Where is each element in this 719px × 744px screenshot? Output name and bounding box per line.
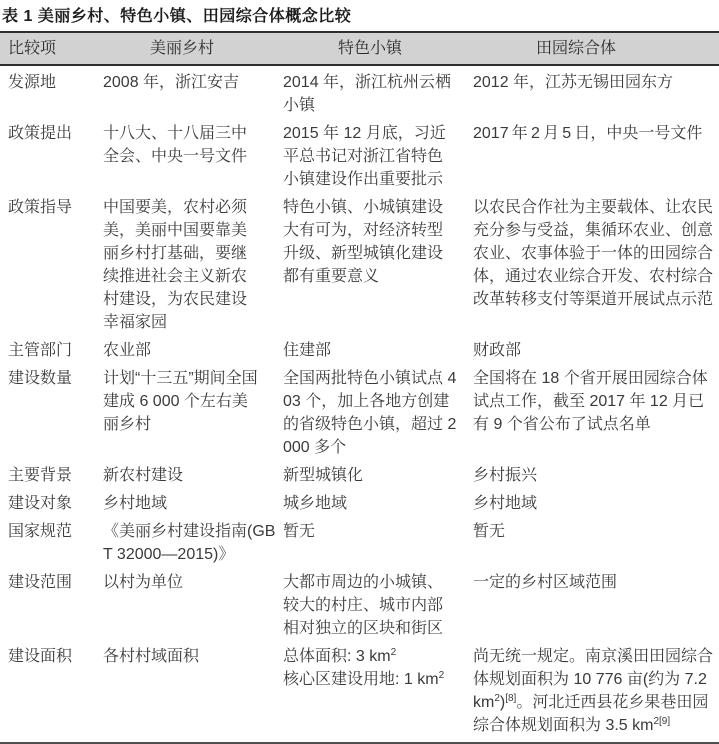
table-row-policy-guidance — [0, 196, 719, 339]
table-cell: 全国将在 18 个省开展田园综合体试点工作，截至 2017 年 12 月已有 9 个省公布了试点名单 — [473, 370, 708, 433]
table-cell: 新型城镇化 — [283, 467, 364, 484]
table-cell: 十八大、十八届三中全会、中央一号文件 — [103, 125, 248, 165]
table-cell: 以村为单位 — [103, 574, 184, 591]
area-text: 尚无统一规定。南京溪田田园综合体规划面积为 10 776 亩(约为 7.2 km — [473, 648, 714, 711]
row-label: 政策提出 — [8, 125, 73, 142]
row-label: 政策指导 — [8, 199, 73, 216]
table-cell: 暂无 — [283, 523, 316, 540]
row-label: 主要背景 — [8, 467, 73, 484]
row-label: 建设数量 — [8, 370, 73, 387]
table-row-policy-proposal — [0, 122, 719, 196]
superscript-exponent: 2 — [438, 670, 445, 681]
row-label: 建设范围 — [8, 574, 73, 591]
table-row-main-background — [0, 464, 719, 492]
table-body — [0, 65, 719, 743]
table-cell: 中国要美，农村必须美，美丽中国要靠美丽乡村打基础，要继续推进社会主义新农村建设，为农民建设幸福家园 — [103, 199, 248, 331]
table-cell-area-town — [283, 645, 473, 743]
row-label: 建设对象 — [8, 495, 73, 512]
area-text: 。河北迁西县花乡果巷田园综合体规划面积为 3.5 km — [473, 694, 709, 734]
row-label: 发源地 — [8, 74, 57, 91]
header-row — [0, 32, 719, 65]
table-row-construction-quantity — [0, 367, 719, 464]
table-cell: 《美丽乡村建设指南(GBT 32000—2015)》 — [103, 523, 276, 563]
table-header — [0, 32, 719, 65]
table-cell: 财政部 — [473, 342, 522, 359]
row-label: 建设面积 — [8, 648, 73, 665]
table-cell: 2014 年，浙江杭州云栖小镇 — [283, 74, 452, 114]
table-cell: 暂无 — [473, 523, 506, 540]
table-cell: 住建部 — [283, 342, 332, 359]
table-cell: 全国两批特色小镇试点 403 个，加上各地方创建的省级特色小镇，超过 2 000 多个 — [283, 370, 457, 456]
table-row-construction-area — [0, 645, 719, 743]
table-cell: 各村村域面积 — [103, 648, 200, 665]
table-row-origin — [0, 65, 719, 122]
table-cell: 城乡地域 — [283, 495, 348, 512]
table-cell: 2008 年，浙江安吉 — [103, 74, 240, 91]
table-row-competent-department — [0, 339, 719, 367]
table-row-national-standard — [0, 520, 719, 571]
comparison-table — [0, 31, 719, 744]
table-cell-area-complex — [473, 645, 719, 743]
table-cell: 大都市周边的小城镇、较大的村庄、城市内部相对独立的区块和街区 — [283, 574, 444, 637]
table-row-construction-object — [0, 492, 719, 520]
table-cell: 2017 年 2 月 5 日，中央一号文件 — [473, 125, 703, 142]
area-line-core — [283, 668, 457, 691]
table-cell: 2015 年 12 月底，习近平总书记对浙江省特色小镇建设作出重要批示 — [283, 125, 446, 188]
area-text: ) — [499, 694, 506, 711]
table-cell: 计划“十三五”期间全国建成 6 000 个左右美丽乡村 — [103, 370, 258, 433]
column-header-pastoral-complex: 田园综合体 — [473, 32, 719, 65]
table-row-construction-scope — [0, 571, 719, 645]
column-header-beautiful-village: 美丽乡村 — [103, 32, 283, 65]
table-cell: 2012 年，江苏无锡田园东方 — [473, 74, 674, 91]
superscript-citation: [8] — [505, 693, 517, 704]
superscript-exponent: 2 — [494, 693, 500, 704]
table-cell: 农业部 — [103, 342, 152, 359]
table-cell: 以农民合作社为主要载体、让农民充分参与受益，集循环农业、创意农业、农事体验于一体的田园综合体，通过农业综合开发、农村综合改革转移支付等渠道开展试点示范 — [473, 199, 714, 308]
superscript-exponent: 2 — [390, 647, 397, 658]
area-text: 核心区建设用地: 1 km — [283, 671, 439, 688]
table-cell: 一定的乡村区域范围 — [473, 574, 618, 591]
table-cell: 新农村建设 — [103, 467, 184, 484]
area-line-total — [283, 645, 457, 668]
table-cell: 特色小镇、小城镇建设大有可为，对经济转型升级、新型城镇化建设都有重要意义 — [283, 199, 444, 285]
superscript-exponent-citation: 2[9] — [653, 716, 671, 727]
table-cell: 乡村地域 — [103, 495, 168, 512]
row-label: 国家规范 — [8, 523, 73, 540]
table-cell: 乡村地域 — [473, 495, 538, 512]
area-text: 总体面积: 3 km — [283, 648, 391, 665]
row-label: 主管部门 — [8, 342, 73, 359]
table-cell: 乡村振兴 — [473, 467, 538, 484]
column-header-comparison-item: 比较项 — [0, 32, 103, 65]
column-header-characteristic-town: 特色小镇 — [283, 32, 473, 65]
table-title: 表 1 美丽乡村、特色小镇、田园综合体概念比较 — [2, 8, 352, 25]
